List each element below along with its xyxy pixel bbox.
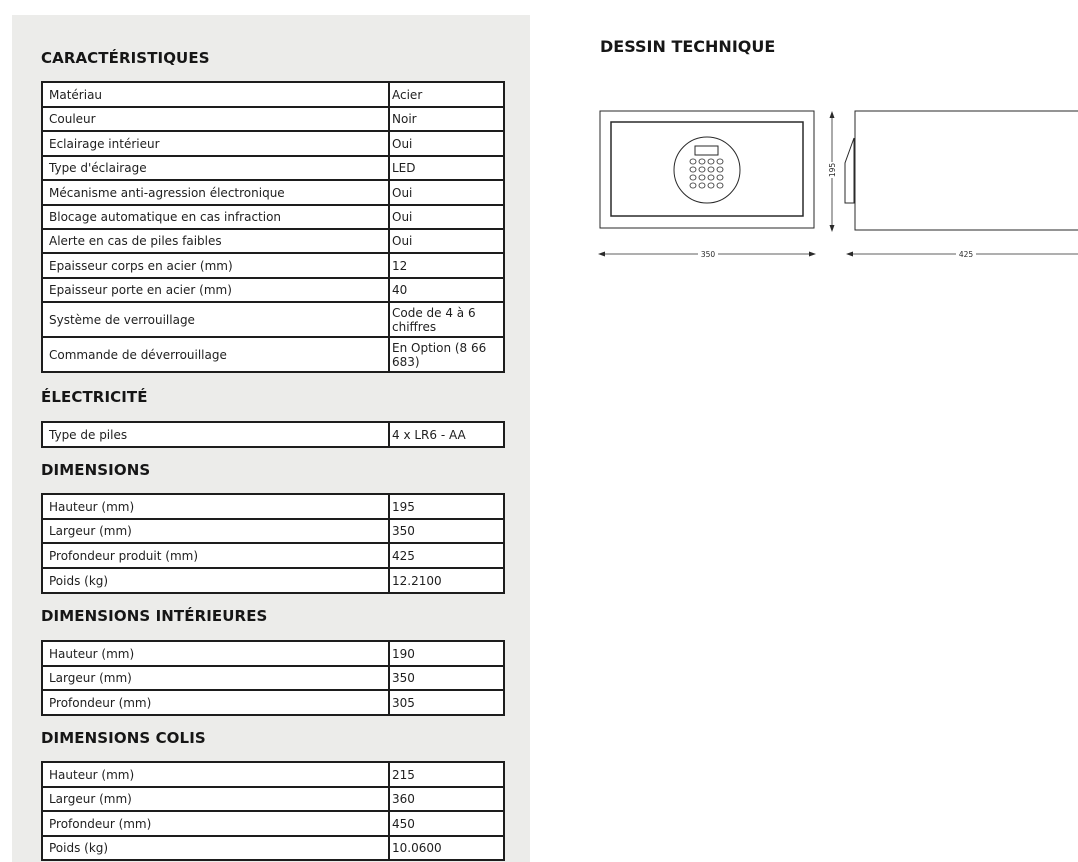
row-value: 40 xyxy=(389,278,504,302)
row-value: Noir xyxy=(389,107,504,131)
table-row xyxy=(42,302,504,337)
row-value: LED xyxy=(389,156,504,180)
row-label: Type de piles xyxy=(42,422,389,447)
row-label: Profondeur produit (mm) xyxy=(42,543,389,568)
row-value: 350 xyxy=(389,666,504,690)
dessin-technique-title: DESSIN TECHNIQUE xyxy=(600,37,776,56)
row-value: 215 xyxy=(389,762,504,787)
depth-dimension xyxy=(846,248,1078,259)
dimensions-interieures-title: DIMENSIONS INTÉRIEURES xyxy=(41,607,268,625)
row-value: 425 xyxy=(389,543,504,568)
row-label: Profondeur (mm) xyxy=(42,811,389,836)
dimensions-interieures-table xyxy=(41,640,505,716)
electricite-table xyxy=(41,421,505,448)
table-row xyxy=(42,690,504,715)
dimensions-colis-table xyxy=(41,761,505,861)
row-label: Couleur xyxy=(42,107,389,131)
row-label: Système de verrouillage xyxy=(42,302,389,337)
table-row xyxy=(42,180,504,205)
row-value: 10.0600 xyxy=(389,836,504,860)
row-label: Largeur (mm) xyxy=(42,519,389,543)
row-label: Poids (kg) xyxy=(42,568,389,593)
dimensions-colis-title: DIMENSIONS COLIS xyxy=(41,729,206,747)
depth-dimension-label: 425 xyxy=(958,250,974,259)
row-label: Hauteur (mm) xyxy=(42,762,389,787)
row-value: En Option (8 66 683) xyxy=(389,337,504,372)
row-label: Matériau xyxy=(42,82,389,107)
row-value: 12.2100 xyxy=(389,568,504,593)
side-view xyxy=(845,111,1078,230)
row-label: Profondeur (mm) xyxy=(42,690,389,715)
table-row xyxy=(42,131,504,156)
electricite-title: ÉLECTRICITÉ xyxy=(41,388,148,406)
table-row xyxy=(42,337,504,372)
row-label: Largeur (mm) xyxy=(42,787,389,811)
caracteristiques-title: CARACTÉRISTIQUES xyxy=(41,49,210,67)
table-row xyxy=(42,519,504,543)
row-label: Eclairage intérieur xyxy=(42,131,389,156)
front-view xyxy=(600,111,814,228)
dimensions-table xyxy=(41,493,505,594)
width-dimension xyxy=(598,248,816,259)
row-value: Oui xyxy=(389,229,504,253)
row-label: Epaisseur corps en acier (mm) xyxy=(42,253,389,278)
width-dimension-label: 350 xyxy=(700,250,716,259)
row-label: Hauteur (mm) xyxy=(42,494,389,519)
row-value: 190 xyxy=(389,641,504,666)
table-row xyxy=(42,641,504,666)
table-row xyxy=(42,82,504,107)
row-label: Hauteur (mm) xyxy=(42,641,389,666)
table-row xyxy=(42,278,504,302)
table-row xyxy=(42,205,504,229)
row-value: Acier xyxy=(389,82,504,107)
row-value: Oui xyxy=(389,131,504,156)
row-label: Commande de déverrouillage xyxy=(42,337,389,372)
caracteristiques-table xyxy=(41,81,505,373)
row-value: 12 xyxy=(389,253,504,278)
safe-handle-profile xyxy=(845,138,854,203)
row-value: 195 xyxy=(389,494,504,519)
row-value: Oui xyxy=(389,180,504,205)
dimensions-title: DIMENSIONS xyxy=(41,461,151,479)
row-label: Type d'éclairage xyxy=(42,156,389,180)
table-row xyxy=(42,494,504,519)
row-value: Oui xyxy=(389,205,504,229)
technical-drawing xyxy=(590,95,1078,270)
row-label: Blocage automatique en cas infraction xyxy=(42,205,389,229)
row-label: Mécanisme anti-agression électronique xyxy=(42,180,389,205)
row-value: 450 xyxy=(389,811,504,836)
table-row xyxy=(42,762,504,787)
table-row xyxy=(42,156,504,180)
table-row xyxy=(42,107,504,131)
safe-side-outline xyxy=(855,111,1078,230)
height-dimension-label: 195 xyxy=(828,162,837,178)
row-value: Code de 4 à 6 chiffres xyxy=(389,302,504,337)
table-row xyxy=(42,787,504,811)
row-value: 4 x LR6 - AA xyxy=(389,422,504,447)
row-label: Largeur (mm) xyxy=(42,666,389,690)
table-row xyxy=(42,229,504,253)
safe-outer-outline xyxy=(600,111,814,228)
table-row xyxy=(42,836,504,860)
row-value: 305 xyxy=(389,690,504,715)
table-row xyxy=(42,543,504,568)
keypad-icon xyxy=(674,137,740,203)
table-row xyxy=(42,422,504,447)
table-row xyxy=(42,811,504,836)
row-value: 350 xyxy=(389,519,504,543)
row-label: Epaisseur porte en acier (mm) xyxy=(42,278,389,302)
table-row xyxy=(42,666,504,690)
row-label: Poids (kg) xyxy=(42,836,389,860)
row-label: Alerte en cas de piles faibles xyxy=(42,229,389,253)
table-row xyxy=(42,253,504,278)
height-dimension xyxy=(826,111,838,232)
row-value: 360 xyxy=(389,787,504,811)
table-row xyxy=(42,568,504,593)
safe-door-outline xyxy=(611,122,803,216)
